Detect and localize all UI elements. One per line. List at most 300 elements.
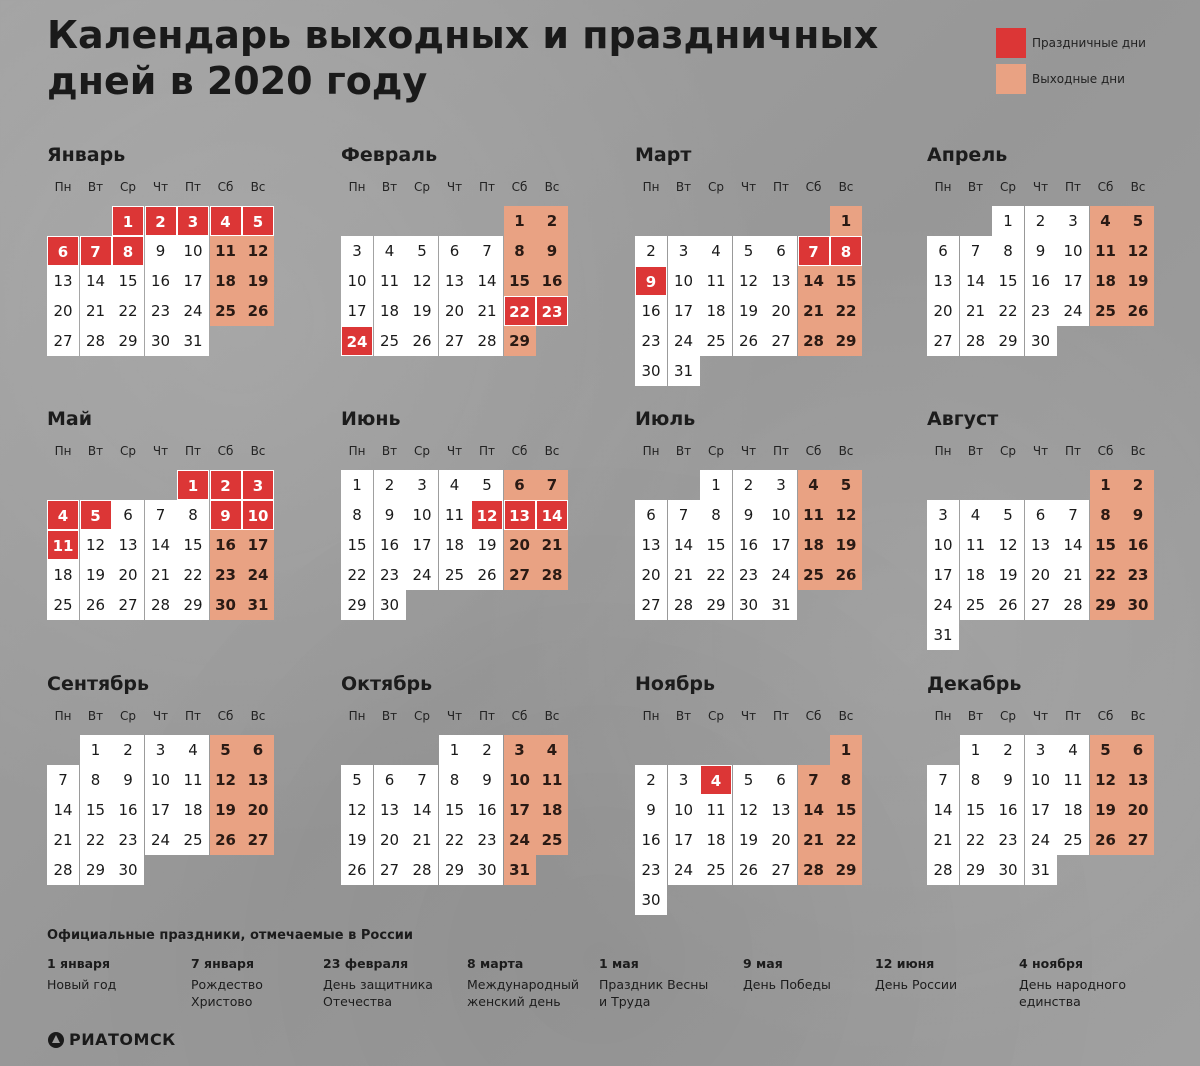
day-cell: 16: [992, 795, 1024, 825]
official-holiday-item: [743, 955, 883, 993]
day-cell: 29: [177, 590, 209, 620]
official-holiday-item: [191, 955, 331, 1010]
day-cell: 13: [765, 795, 797, 825]
day-cell: 5: [471, 470, 503, 500]
day-cell: 8: [700, 500, 732, 530]
weekday-label: Сб: [805, 444, 822, 458]
weekday-label: Сб: [805, 180, 822, 194]
day-cell: 13: [635, 530, 667, 560]
day-cell: 27: [112, 590, 144, 620]
weekend-day-cell: 4: [536, 735, 568, 765]
weekend-day-cell: 22: [830, 825, 862, 855]
weekend-day-cell: 18: [536, 795, 568, 825]
day-cell: 26: [471, 560, 503, 590]
day-cell: 19: [406, 296, 438, 326]
weekend-day-cell: 9: [1122, 500, 1154, 530]
brand-logo: [47, 1030, 176, 1049]
weekend-day-cell: 2: [536, 206, 568, 236]
weekday-label: Пт: [478, 444, 495, 458]
day-cell: 7: [668, 500, 700, 530]
weekend-day-cell: 13: [1122, 765, 1154, 795]
weekday-label: Вт: [87, 444, 104, 458]
holiday-day-cell: 5: [242, 206, 274, 236]
weekday-label: Вт: [87, 709, 104, 723]
day-cell: 16: [635, 296, 667, 326]
weekday-label: Чт: [740, 180, 757, 194]
day-cell: 3: [765, 470, 797, 500]
weekday-label: Ср: [120, 709, 136, 723]
day-cell: 12: [80, 530, 112, 560]
weekday-label: Сб: [511, 180, 528, 194]
day-cell: 24: [1025, 825, 1057, 855]
weekend-day-cell: 15: [504, 266, 536, 296]
weekend-day-cell: 29: [1090, 590, 1122, 620]
day-cell: 13: [47, 266, 79, 296]
day-cell: 16: [1025, 266, 1057, 296]
day-cell: 1: [960, 735, 992, 765]
day-cell: 9: [1025, 236, 1057, 266]
weekday-header: [47, 705, 347, 731]
holiday-day-cell: 10: [242, 500, 274, 530]
day-cell: 27: [635, 590, 667, 620]
day-cell: 10: [177, 236, 209, 266]
month-name: Март: [635, 144, 692, 166]
day-cell: 18: [1057, 795, 1089, 825]
day-cell: 28: [145, 590, 177, 620]
day-cell: 29: [80, 855, 112, 885]
holidays-heading: Официальные праздники, отмечаемые в России: [47, 928, 413, 943]
day-cell: 24: [668, 855, 700, 885]
day-cell: 19: [733, 296, 765, 326]
weekday-label: Чт: [152, 444, 169, 458]
weekend-day-cell: 30: [1122, 590, 1154, 620]
month-name: Февраль: [341, 144, 438, 166]
weekday-label: Ср: [1000, 180, 1016, 194]
day-cell: 18: [177, 795, 209, 825]
day-cell: 6: [1025, 500, 1057, 530]
holiday-day-cell: 7: [80, 236, 112, 266]
day-cell: 11: [700, 795, 732, 825]
day-cell: 17: [341, 296, 373, 326]
legend-item-holiday: [996, 28, 1146, 58]
weekend-day-cell: 21: [798, 296, 830, 326]
month-name: Август: [927, 408, 999, 430]
day-cell: 22: [960, 825, 992, 855]
day-cell: 1: [700, 470, 732, 500]
day-cell: 2: [374, 470, 406, 500]
weekday-label: Пн: [642, 180, 660, 194]
weekend-day-cell: 18: [1090, 266, 1122, 296]
title-line-1: Календарь выходных и праздничных: [47, 13, 879, 57]
day-cell: 21: [471, 296, 503, 326]
holiday-date: 12 июня: [875, 956, 935, 971]
day-cell: 31: [177, 326, 209, 356]
day-cell: 23: [145, 296, 177, 326]
day-cell: 18: [960, 560, 992, 590]
weekday-label: Сб: [217, 709, 234, 723]
day-cell: 14: [47, 795, 79, 825]
day-cell: 15: [439, 795, 471, 825]
day-cell: 10: [765, 500, 797, 530]
official-holiday-item: [875, 955, 1015, 993]
day-cell: 27: [765, 326, 797, 356]
day-cell: 14: [80, 266, 112, 296]
weekday-label: Пн: [54, 444, 72, 458]
weekday-label: Ср: [414, 709, 430, 723]
day-cell: 7: [927, 765, 959, 795]
day-cell: 4: [1057, 735, 1089, 765]
weekend-day-cell: 27: [504, 560, 536, 590]
weekday-label: Пн: [54, 180, 72, 194]
weekday-label: Пт: [478, 180, 495, 194]
day-cell: 4: [177, 735, 209, 765]
official-holiday-item: [47, 955, 187, 993]
holiday-name: День России: [875, 977, 958, 992]
day-cell: 28: [960, 326, 992, 356]
weekday-header: [341, 705, 641, 731]
day-cell: 6: [765, 765, 797, 795]
holiday-swatch: [996, 28, 1026, 58]
day-cell: 2: [112, 735, 144, 765]
weekend-day-cell: 8: [1090, 500, 1122, 530]
day-cell: 6: [927, 236, 959, 266]
day-cell: 18: [439, 530, 471, 560]
weekend-day-cell: 19: [830, 530, 862, 560]
weekday-label: Вс: [1130, 444, 1146, 458]
month-name: Январь: [47, 144, 126, 166]
weekend-day-cell: 1: [1090, 470, 1122, 500]
weekend-day-cell: 18: [798, 530, 830, 560]
day-cell: 15: [992, 266, 1024, 296]
weekday-header: [927, 440, 1200, 466]
day-cell: 2: [635, 236, 667, 266]
holiday-day-cell: 8: [830, 236, 862, 266]
day-cell: 28: [927, 855, 959, 885]
weekday-label: Вс: [544, 180, 560, 194]
weekday-label: Сб: [1097, 709, 1114, 723]
weekend-day-cell: 12: [242, 236, 274, 266]
holiday-name: Международный женский день: [467, 977, 579, 1009]
day-cell: 17: [145, 795, 177, 825]
day-cell: 26: [733, 326, 765, 356]
day-cell: 11: [700, 266, 732, 296]
day-cell: 5: [341, 765, 373, 795]
day-cell: 30: [145, 326, 177, 356]
day-cell: 3: [668, 236, 700, 266]
day-cell: 9: [635, 795, 667, 825]
weekday-label: Вс: [250, 444, 266, 458]
holiday-day-cell: 8: [112, 236, 144, 266]
holiday-day-cell: 3: [177, 206, 209, 236]
weekend-day-cell: 26: [830, 560, 862, 590]
weekend-day-cell: 1: [830, 735, 862, 765]
weekend-day-cell: 6: [1122, 735, 1154, 765]
day-cell: 4: [960, 500, 992, 530]
weekday-label: Вт: [967, 444, 984, 458]
day-cell: 12: [733, 266, 765, 296]
holiday-day-cell: 24: [341, 326, 373, 356]
day-cell: 15: [177, 530, 209, 560]
holiday-day-cell: 13: [504, 500, 536, 530]
day-cell: 30: [471, 855, 503, 885]
day-cell: 6: [374, 765, 406, 795]
weekend-day-cell: 21: [798, 825, 830, 855]
weekend-day-cell: 23: [1122, 560, 1154, 590]
day-cell: 19: [471, 530, 503, 560]
month-block: [47, 671, 347, 879]
holiday-date: 1 января: [47, 956, 111, 971]
day-cell: 11: [1057, 765, 1089, 795]
day-cell: 20: [1025, 560, 1057, 590]
day-cell: 25: [960, 590, 992, 620]
weekend-day-cell: 27: [1122, 825, 1154, 855]
weekday-header: [47, 176, 347, 202]
weekend-day-cell: 16: [210, 530, 242, 560]
month-name: Июнь: [341, 408, 401, 430]
day-cell: 19: [733, 825, 765, 855]
day-cell: 25: [47, 590, 79, 620]
day-cell: 30: [112, 855, 144, 885]
weekday-label: Пт: [478, 709, 495, 723]
day-cell: 14: [960, 266, 992, 296]
weekend-day-cell: 16: [536, 266, 568, 296]
day-cell: 2: [471, 735, 503, 765]
day-cell: 17: [765, 530, 797, 560]
weekend-day-cell: 17: [504, 795, 536, 825]
day-cell: 10: [145, 765, 177, 795]
weekend-day-cell: 4: [1090, 206, 1122, 236]
weekday-label: Вт: [675, 180, 692, 194]
weekend-day-cell: 26: [210, 825, 242, 855]
day-cell: 26: [80, 590, 112, 620]
day-cell: 24: [1057, 296, 1089, 326]
day-cell: 10: [341, 266, 373, 296]
weekend-day-cell: 5: [210, 735, 242, 765]
weekday-label: Пн: [642, 444, 660, 458]
legend: [996, 28, 1146, 100]
holiday-date: 9 мая: [743, 956, 783, 971]
day-cell: 4: [700, 236, 732, 266]
weekend-day-cell: 12: [210, 765, 242, 795]
legend-weekend-label: Выходные дни: [1032, 72, 1125, 86]
weekend-day-cell: 28: [536, 560, 568, 590]
day-cell: 30: [1025, 326, 1057, 356]
holiday-name: День защитника Отечества: [323, 977, 433, 1009]
day-cell: 18: [374, 296, 406, 326]
weekday-label: Чт: [152, 709, 169, 723]
month-block: [927, 406, 1200, 644]
day-cell: 5: [733, 765, 765, 795]
weekday-label: Ср: [120, 180, 136, 194]
day-cell: 13: [439, 266, 471, 296]
weekend-day-cell: 1: [830, 206, 862, 236]
day-cell: 12: [341, 795, 373, 825]
day-cell: 21: [927, 825, 959, 855]
day-cell: 18: [700, 296, 732, 326]
weekend-day-cell: 19: [242, 266, 274, 296]
weekend-day-cell: 1: [504, 206, 536, 236]
day-cell: 26: [406, 326, 438, 356]
day-cell: 13: [765, 266, 797, 296]
day-cell: 10: [406, 500, 438, 530]
weekday-label: Сб: [217, 444, 234, 458]
day-cell: 23: [471, 825, 503, 855]
weekday-label: Вт: [381, 444, 398, 458]
day-cell: 8: [80, 765, 112, 795]
weekday-label: Вт: [967, 180, 984, 194]
weekday-label: Ср: [120, 444, 136, 458]
day-cell: 27: [1025, 590, 1057, 620]
weekend-day-cell: 26: [242, 296, 274, 326]
day-cell: 19: [80, 560, 112, 590]
day-cell: 30: [635, 885, 667, 915]
holiday-date: 1 мая: [599, 956, 639, 971]
weekend-day-cell: 13: [242, 765, 274, 795]
day-cell: 18: [47, 560, 79, 590]
day-cell: 10: [1025, 765, 1057, 795]
weekend-day-cell: 7: [536, 470, 568, 500]
day-cell: 28: [471, 326, 503, 356]
weekend-day-cell: 8: [504, 236, 536, 266]
weekend-day-cell: 28: [798, 855, 830, 885]
day-cell: 22: [341, 560, 373, 590]
day-cell: 16: [374, 530, 406, 560]
holiday-day-cell: 1: [112, 206, 144, 236]
weekend-day-cell: 30: [210, 590, 242, 620]
weekday-label: Вс: [838, 444, 854, 458]
day-cell: 29: [992, 326, 1024, 356]
day-cell: 26: [733, 855, 765, 885]
weekday-label: Чт: [446, 444, 463, 458]
weekday-label: Сб: [1097, 180, 1114, 194]
day-cell: 14: [145, 530, 177, 560]
day-cell: 1: [439, 735, 471, 765]
day-cell: 8: [960, 765, 992, 795]
day-cell: 29: [960, 855, 992, 885]
day-cell: 9: [471, 765, 503, 795]
day-cell: 15: [700, 530, 732, 560]
weekday-label: Пт: [184, 444, 201, 458]
weekend-day-cell: 19: [210, 795, 242, 825]
day-cell: 13: [1025, 530, 1057, 560]
weekday-label: Чт: [740, 444, 757, 458]
day-cell: 5: [992, 500, 1024, 530]
official-holiday-item: [599, 955, 739, 1010]
weekday-label: Вс: [1130, 709, 1146, 723]
weekend-swatch: [996, 64, 1026, 94]
day-cell: 25: [439, 560, 471, 590]
day-cell: 6: [112, 500, 144, 530]
day-cell: 20: [374, 825, 406, 855]
day-cell: 25: [177, 825, 209, 855]
day-cell: 12: [733, 795, 765, 825]
day-cell: 5: [733, 236, 765, 266]
day-cell: 31: [927, 620, 959, 650]
weekend-day-cell: 24: [242, 560, 274, 590]
day-cell: 6: [439, 236, 471, 266]
holiday-name: Праздник Весны и Труда: [599, 977, 709, 1009]
day-cell: 7: [145, 500, 177, 530]
month-name: Апрель: [927, 144, 1008, 166]
weekend-day-cell: 11: [210, 236, 242, 266]
holiday-name: Рождество Христово: [191, 977, 263, 1009]
weekend-day-cell: 17: [242, 530, 274, 560]
day-cell: 7: [471, 236, 503, 266]
day-cell: 11: [960, 530, 992, 560]
weekday-label: Пн: [54, 709, 72, 723]
day-cell: 2: [635, 765, 667, 795]
day-cell: 13: [112, 530, 144, 560]
weekday-header: [635, 440, 935, 466]
day-cell: 9: [374, 500, 406, 530]
day-cell: 6: [765, 236, 797, 266]
weekday-header: [341, 176, 641, 202]
day-cell: 3: [1057, 206, 1089, 236]
weekend-day-cell: 23: [210, 560, 242, 590]
weekday-label: Пн: [934, 709, 952, 723]
weekday-label: Ср: [414, 444, 430, 458]
weekday-label: Пн: [348, 709, 366, 723]
day-cell: 24: [177, 296, 209, 326]
day-cell: 13: [374, 795, 406, 825]
weekday-label: Пн: [934, 444, 952, 458]
holiday-day-cell: 2: [210, 470, 242, 500]
day-cell: 11: [439, 500, 471, 530]
weekday-label: Чт: [446, 709, 463, 723]
weekend-day-cell: 29: [830, 855, 862, 885]
day-cell: 12: [992, 530, 1024, 560]
weekday-label: Вт: [675, 709, 692, 723]
day-cell: 5: [406, 236, 438, 266]
day-cell: 16: [471, 795, 503, 825]
day-cell: 19: [992, 560, 1024, 590]
holiday-day-cell: 23: [536, 296, 568, 326]
day-cell: 9: [733, 500, 765, 530]
weekday-label: Вс: [838, 180, 854, 194]
holiday-day-cell: 1: [177, 470, 209, 500]
weekday-label: Чт: [152, 180, 169, 194]
weekend-day-cell: 3: [504, 735, 536, 765]
weekday-label: Вс: [1130, 180, 1146, 194]
weekday-label: Вт: [87, 180, 104, 194]
day-cell: 14: [1057, 530, 1089, 560]
day-cell: 15: [80, 795, 112, 825]
day-cell: 29: [439, 855, 471, 885]
weekday-label: Пт: [772, 444, 789, 458]
holiday-date: 8 марта: [467, 956, 524, 971]
weekday-label: Сб: [805, 709, 822, 723]
day-cell: 1: [80, 735, 112, 765]
weekday-label: Пт: [184, 709, 201, 723]
day-cell: 20: [47, 296, 79, 326]
brand-name: РИАТОМСК: [69, 1030, 176, 1049]
weekend-day-cell: 26: [1122, 296, 1154, 326]
weekday-label: Чт: [1032, 444, 1049, 458]
day-cell: 31: [1025, 855, 1057, 885]
weekend-day-cell: 20: [1122, 795, 1154, 825]
weekend-day-cell: 6: [242, 735, 274, 765]
weekday-label: Сб: [511, 709, 528, 723]
day-cell: 17: [668, 296, 700, 326]
weekend-day-cell: 5: [1122, 206, 1154, 236]
weekday-label: Вс: [250, 180, 266, 194]
holiday-day-cell: 7: [798, 236, 830, 266]
day-cell: 24: [927, 590, 959, 620]
day-cell: 28: [47, 855, 79, 885]
day-cell: 8: [992, 236, 1024, 266]
day-cell: 27: [765, 855, 797, 885]
day-cell: 30: [635, 356, 667, 386]
